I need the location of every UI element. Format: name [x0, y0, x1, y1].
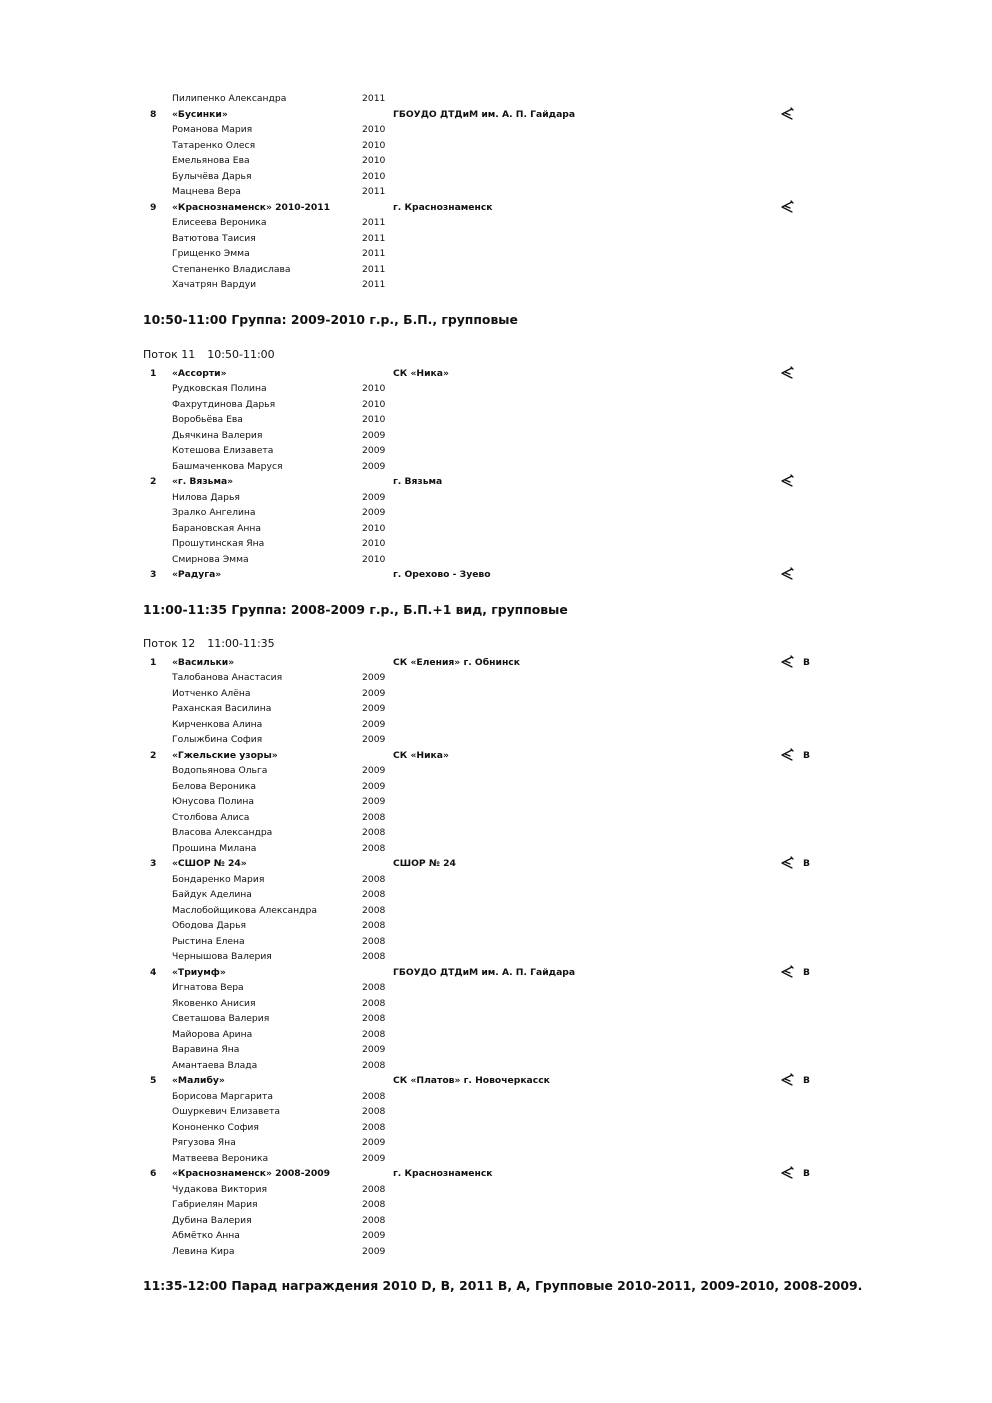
member-year: 2010	[362, 398, 386, 410]
gymnast-icon	[781, 107, 795, 121]
gymnast-icon	[781, 474, 795, 488]
member-year: 2009	[362, 445, 386, 456]
team-organization: СК «Ника»	[393, 367, 449, 379]
member-name: Светашова Валерия	[172, 1013, 270, 1024]
member-row	[0, 717, 992, 733]
member-name: Кирченкова Алина	[172, 718, 263, 730]
member-row	[0, 701, 992, 717]
member-row	[0, 505, 992, 521]
member-year: 2010	[362, 553, 386, 565]
member-year: 2009	[362, 765, 386, 776]
member-row	[0, 91, 992, 107]
team-row	[0, 567, 992, 583]
member-name: Байдук Аделина	[172, 889, 252, 900]
member-year: 2010	[362, 414, 386, 425]
gymnast-icon	[781, 748, 795, 762]
member-name: Котешова Елизавета	[172, 445, 274, 456]
apparatus-label: В	[803, 966, 811, 978]
member-year: 2008	[362, 1183, 386, 1195]
member-row	[0, 138, 992, 154]
member-name: Елисеева Вероника	[172, 217, 267, 228]
stream-label: Поток 11	[143, 348, 196, 361]
member-name: Майорова Арина	[172, 1028, 253, 1040]
team-number: 6	[150, 1168, 157, 1179]
member-name: Ватютова Таисия	[172, 232, 256, 244]
team-name: «Гжельские узоры»	[172, 749, 278, 761]
gymnast-icon	[781, 856, 795, 870]
member-year: 2009	[362, 703, 386, 714]
member-name: Талобанова Анастасия	[172, 672, 283, 683]
member-name: Нилова Дарья	[172, 491, 240, 503]
member-row	[0, 1027, 992, 1043]
member-year: 2008	[362, 951, 386, 962]
member-row	[0, 1182, 992, 1198]
member-row	[0, 381, 992, 397]
member-year: 2009	[362, 718, 386, 730]
team-number: 3	[150, 569, 157, 580]
member-row	[0, 231, 992, 247]
member-name: Степаненко Владислава	[172, 263, 291, 275]
gymnast-icon	[781, 1166, 795, 1180]
apparatus-label: В	[803, 1075, 811, 1086]
team-row	[0, 200, 992, 216]
team-name: «Ассорти»	[172, 367, 227, 379]
member-year: 2009	[362, 672, 386, 683]
member-year: 2009	[362, 687, 386, 699]
member-name: Иотченко Алёна	[172, 687, 251, 699]
member-row	[0, 934, 992, 950]
member-row	[0, 262, 992, 278]
member-row	[0, 552, 992, 568]
member-year: 2008	[362, 827, 386, 838]
member-year: 2010	[362, 139, 386, 151]
team-name: «Малибу»	[172, 1075, 225, 1086]
member-name: Матвеева Вероника	[172, 1152, 269, 1164]
team-number: 2	[150, 749, 157, 761]
member-row	[0, 536, 992, 552]
member-name: Белова Вероника	[172, 780, 256, 792]
member-row	[0, 918, 992, 934]
member-year: 2010	[362, 538, 386, 549]
gymnast-icon	[781, 965, 795, 979]
member-name: Прошина Милана	[172, 842, 257, 854]
member-row	[0, 1011, 992, 1027]
member-name: Абмётко Анна	[172, 1230, 240, 1241]
member-name: Амантаева Влада	[172, 1059, 258, 1071]
member-row	[0, 1151, 992, 1167]
member-year: 2008	[362, 873, 386, 885]
member-name: Фахрутдинова Дарья	[172, 398, 276, 410]
member-name: Игнатова Вера	[172, 982, 244, 993]
member-year: 2009	[362, 1137, 386, 1148]
team-name: «Радуга»	[172, 569, 222, 580]
team-organization: ГБОУДО ДТДиМ им. А. П. Гайдара	[393, 108, 576, 120]
team-number: 9	[150, 201, 157, 213]
member-row	[0, 1089, 992, 1105]
team-number: 1	[150, 367, 157, 379]
member-name: Ободова Дарья	[172, 920, 247, 931]
team-organization: СК «Еления» г. Обнинск	[393, 656, 520, 668]
member-name: Башмаченкова Маруся	[172, 460, 283, 472]
member-row	[0, 1213, 992, 1229]
team-number: 4	[150, 966, 157, 978]
member-name: Рудковская Полина	[172, 383, 267, 394]
member-row	[0, 1197, 992, 1213]
member-name: Зралко Ангелина	[172, 507, 256, 518]
member-row	[0, 521, 992, 537]
member-name: Романова Мария	[172, 124, 253, 135]
member-name: Габриелян Мария	[172, 1199, 258, 1210]
member-row	[0, 184, 992, 200]
member-row	[0, 1104, 992, 1120]
team-organization: г. Орехово - Зуево	[393, 569, 491, 580]
member-row	[0, 686, 992, 702]
apparatus-label: В	[803, 858, 811, 869]
team-row	[0, 655, 992, 671]
gymnast-icon	[781, 655, 795, 669]
team-row	[0, 748, 992, 764]
member-row	[0, 980, 992, 996]
member-year: 2010	[362, 155, 386, 166]
member-row	[0, 490, 992, 506]
member-name: Бондаренко Мария	[172, 873, 265, 885]
member-row	[0, 1120, 992, 1136]
member-year: 2009	[362, 780, 386, 792]
member-row	[0, 763, 992, 779]
member-name: Дубина Валерия	[172, 1214, 252, 1226]
member-row	[0, 887, 992, 903]
section-1-heading: 10:50-11:00 Группа: 2009-2010 г.р., Б.П., групповые	[143, 312, 518, 327]
member-row	[0, 949, 992, 965]
team-row	[0, 1166, 992, 1182]
member-row	[0, 732, 992, 748]
member-year: 2009	[362, 429, 386, 441]
team-organization: г. Краснознаменск	[393, 1168, 493, 1179]
member-row	[0, 215, 992, 231]
member-row	[0, 443, 992, 459]
member-name: Татаренко Олеся	[172, 139, 256, 151]
team-organization: СК «Ника»	[393, 749, 449, 761]
member-row	[0, 810, 992, 826]
member-year: 2009	[362, 460, 386, 472]
member-row	[0, 277, 992, 293]
member-row	[0, 1135, 992, 1151]
team-name: «Бусинки»	[172, 108, 228, 120]
member-year: 2009	[362, 1044, 386, 1055]
member-year: 2008	[362, 1121, 386, 1133]
member-row	[0, 825, 992, 841]
member-row	[0, 794, 992, 810]
team-row	[0, 107, 992, 123]
member-name: Яковенко Анисия	[172, 997, 256, 1009]
team-row	[0, 965, 992, 981]
team-organization: СК «Платов» г. Новочеркасск	[393, 1075, 550, 1086]
member-year: 2011	[362, 232, 386, 244]
member-row	[0, 122, 992, 138]
member-name: Власова Александра	[172, 827, 273, 838]
member-year: 2009	[362, 1245, 386, 1257]
member-name: Мацнева Вера	[172, 186, 241, 197]
team-name: «Краснознаменск» 2010-2011	[172, 201, 331, 213]
member-year: 2008	[362, 842, 386, 854]
member-year: 2009	[362, 1230, 386, 1241]
member-year: 2011	[362, 279, 386, 290]
member-name: Раханская Василина	[172, 703, 272, 714]
apparatus-label: В	[803, 1168, 811, 1179]
gymnast-icon	[781, 366, 795, 380]
team-row	[0, 856, 992, 872]
member-year: 2008	[362, 1059, 386, 1071]
team-organization: ГБОУДО ДТДиМ им. А. П. Гайдара	[393, 966, 576, 978]
member-name: Булычёва Дарья	[172, 170, 252, 182]
member-name: Варавина Яна	[172, 1044, 240, 1055]
team-name: «г. Вязьма»	[172, 476, 234, 487]
member-row	[0, 1228, 992, 1244]
member-year: 2011	[362, 263, 386, 275]
member-year: 2008	[362, 1214, 386, 1226]
team-number: 5	[150, 1075, 157, 1086]
member-name: Барановская Анна	[172, 522, 262, 534]
member-year: 2010	[362, 383, 386, 394]
member-name: Дьячкина Валерия	[172, 429, 263, 441]
member-row	[0, 459, 992, 475]
member-row	[0, 903, 992, 919]
stream-label: Поток 12	[143, 637, 196, 650]
member-row	[0, 670, 992, 686]
member-year: 2008	[362, 982, 386, 993]
stream-12-label	[143, 637, 275, 650]
member-name: Чернышова Валерия	[172, 951, 272, 962]
member-name: Прошутинская Яна	[172, 538, 265, 549]
member-year: 2008	[362, 1199, 386, 1210]
team-organization: г. Вязьма	[393, 476, 443, 487]
member-year: 2008	[362, 1106, 386, 1117]
member-row	[0, 397, 992, 413]
stream-11-label	[143, 348, 275, 361]
member-name: Кононенко София	[172, 1121, 259, 1133]
member-name: Рыстина Елена	[172, 935, 245, 947]
member-year: 2008	[362, 1028, 386, 1040]
member-row	[0, 841, 992, 857]
member-year: 2010	[362, 170, 386, 182]
member-row	[0, 1244, 992, 1260]
member-name: Левина Кира	[172, 1245, 235, 1257]
member-year: 2011	[362, 93, 386, 104]
member-name: Воробьёва Ева	[172, 414, 243, 425]
team-number: 1	[150, 656, 157, 668]
member-row	[0, 1058, 992, 1074]
member-year: 2008	[362, 920, 386, 931]
team-organization: СШОР № 24	[393, 858, 456, 869]
member-name: Хачатрян Вардуи	[172, 279, 257, 290]
member-name: Столбова Алиса	[172, 811, 250, 823]
member-name: Маслобойщикова Александра	[172, 904, 317, 916]
member-row	[0, 872, 992, 888]
member-year: 2008	[362, 811, 386, 823]
member-year: 2011	[362, 217, 386, 228]
member-name: Рягузова Яна	[172, 1137, 236, 1148]
team-row	[0, 474, 992, 490]
member-year: 2011	[362, 248, 386, 259]
gymnast-icon	[781, 200, 795, 214]
member-name: Емельянова Ева	[172, 155, 250, 166]
member-year: 2009	[362, 796, 386, 807]
gymnast-icon	[781, 567, 795, 581]
member-row	[0, 412, 992, 428]
team-name: «Триумф»	[172, 966, 226, 978]
stream-time: 11:00-11:35	[207, 637, 275, 650]
member-year: 2008	[362, 889, 386, 900]
member-year: 2009	[362, 734, 386, 745]
member-year: 2008	[362, 1090, 386, 1102]
member-row	[0, 428, 992, 444]
member-year: 2008	[362, 904, 386, 916]
member-name: Голыжбина София	[172, 734, 263, 745]
member-row	[0, 996, 992, 1012]
member-year: 2008	[362, 935, 386, 947]
apparatus-label: В	[803, 656, 811, 668]
member-name: Грищенко Эмма	[172, 248, 250, 259]
member-name: Борисова Маргарита	[172, 1090, 273, 1102]
member-year: 2008	[362, 1013, 386, 1024]
member-row	[0, 153, 992, 169]
member-name: Ошуркевич Елизавета	[172, 1106, 281, 1117]
member-year: 2009	[362, 1152, 386, 1164]
member-name: Чудакова Виктория	[172, 1183, 267, 1195]
member-name: Смирнова Эмма	[172, 553, 249, 565]
member-name: Водопьянова Ольга	[172, 765, 268, 776]
member-year: 2010	[362, 522, 386, 534]
team-name: «СШОР № 24»	[172, 858, 247, 869]
member-name: Юнусова Полина	[172, 796, 255, 807]
team-organization: г. Краснознаменск	[393, 201, 493, 213]
member-name: Пилипенко Александра	[172, 93, 287, 104]
member-row	[0, 169, 992, 185]
member-year: 2011	[362, 186, 386, 197]
stream-time: 10:50-11:00	[207, 348, 275, 361]
team-row	[0, 1073, 992, 1089]
member-year: 2010	[362, 124, 386, 135]
section-2-heading: 11:00-11:35 Группа: 2008-2009 г.р., Б.П.+1 вид, групповые	[143, 602, 568, 617]
gymnast-icon	[781, 1073, 795, 1087]
member-row	[0, 779, 992, 795]
team-number: 8	[150, 108, 157, 120]
member-year: 2009	[362, 491, 386, 503]
team-name: «Краснознаменск» 2008-2009	[172, 1168, 331, 1179]
team-row	[0, 366, 992, 382]
member-row	[0, 1042, 992, 1058]
member-year: 2008	[362, 997, 386, 1009]
award-ceremony-heading: 11:35-12:00 Парад награждения 2010 D, В, 2011 В, А, Групповые 2010-2011, 2009-2010, 2008-2009.	[143, 1278, 863, 1293]
team-name: «Васильки»	[172, 656, 235, 668]
team-number: 2	[150, 476, 157, 487]
team-number: 3	[150, 858, 157, 869]
member-year: 2009	[362, 507, 386, 518]
apparatus-label: В	[803, 749, 811, 761]
member-row	[0, 246, 992, 262]
